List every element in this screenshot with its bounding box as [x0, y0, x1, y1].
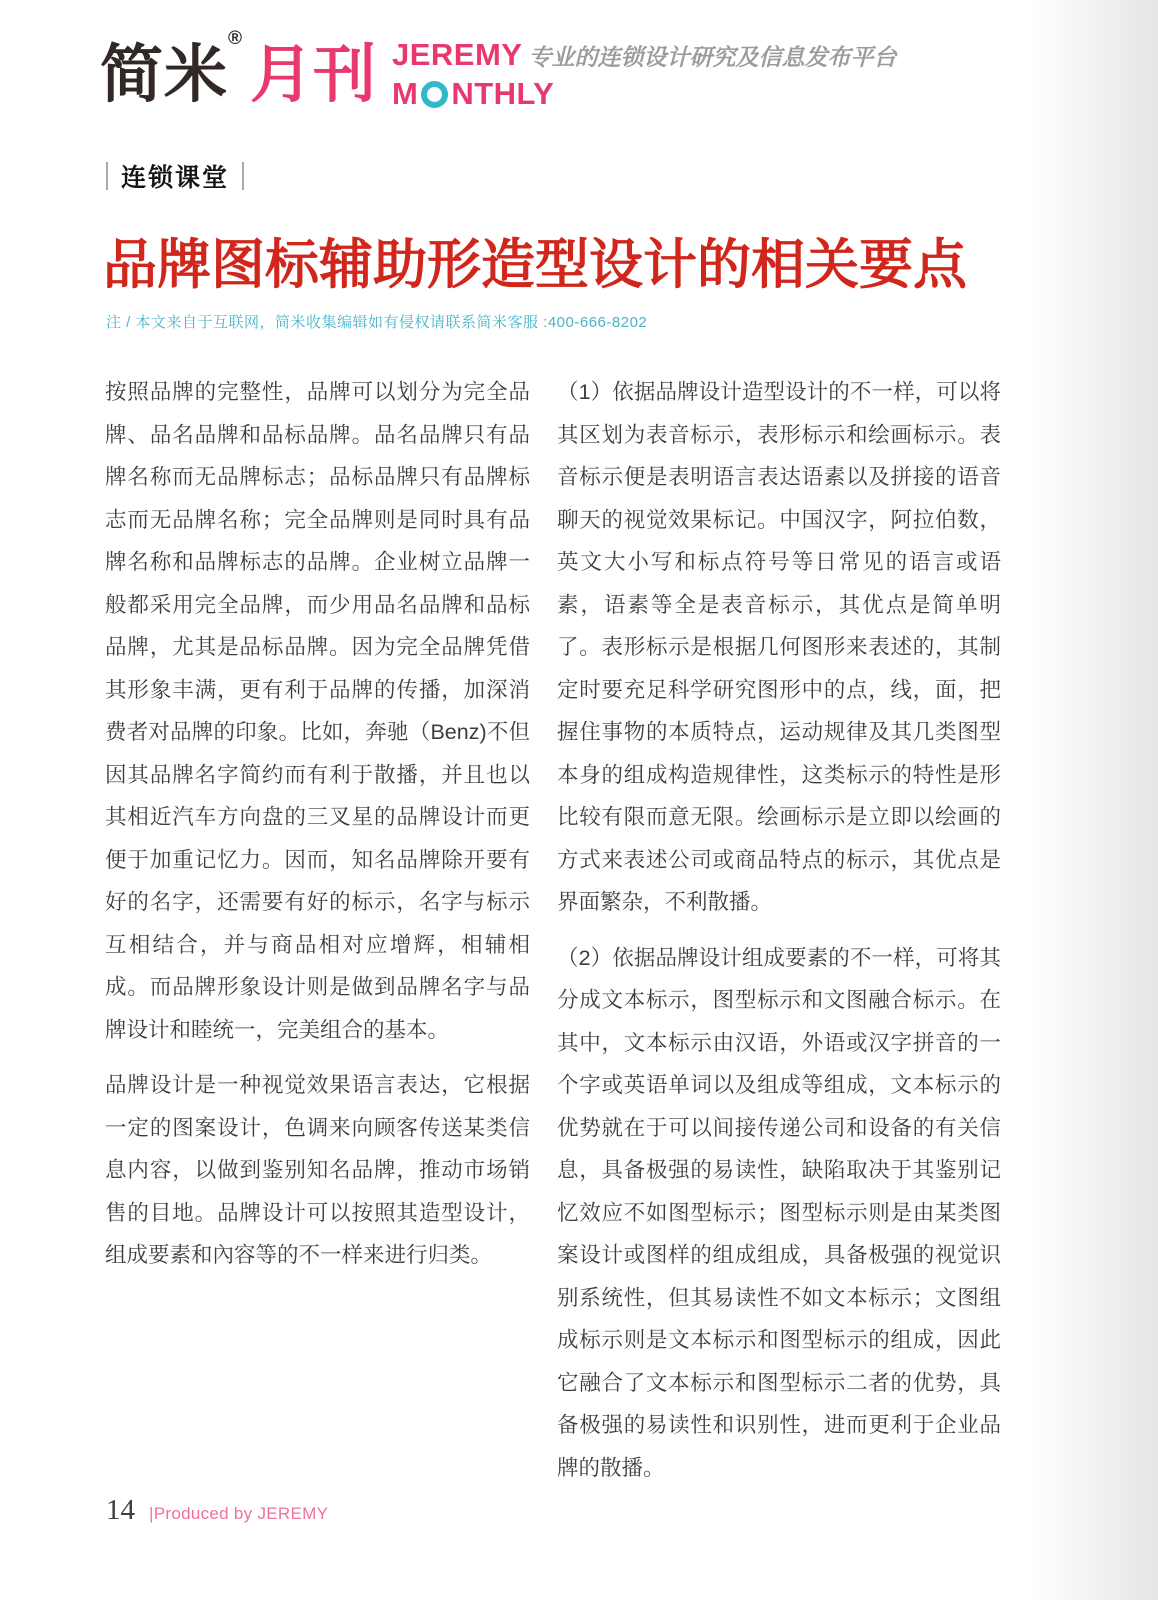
- source-note: 注 / 本文来自于互联网，简米收集编辑如有侵权请联系简米客服 :400-666-8202: [106, 314, 648, 331]
- paragraph: 品牌设计是一种视觉效果语言表达，它根据一定的图案设计，色调来向顾客传送某类信息内容，以做到鉴别知名品牌，推动市场销售的目地。品牌设计可以按照其造型设计，组成要素和內容等的不一样来进行归类。: [105, 1073, 530, 1267]
- page-number: 14: [106, 1494, 135, 1526]
- monthly-m: M: [392, 76, 419, 111]
- tag-bar-left: [106, 162, 108, 190]
- brand-english-block: [392, 24, 896, 112]
- paragraph: （1）依据品牌设计造型设计的不一样，可以将其区划为表音标示，表形标示和绘画标示。表音标示便是表明语言表达语素以及拼接的语音聊天的视觉效果标记。中国汉字，阿拉伯数，英文大小写和标点符号等日常见的语言或语素，语素等全是表音标示，其优点是简单明了。表形标示是根据几何图形来表述的，其制定时要充足科学研究图形中的点，线，面，把握住事物的本质特点，运动规律及其几类图型本身的组成构造规律性，这类标示的特性是形比较有限而意无限。绘画标示是立即以绘画的方式来表述公司或商品特点的标示，其优点是界面繁杂，不利散播。: [557, 380, 1001, 914]
- column-left: [105, 371, 530, 1502]
- registered-trademark-icon: ®: [228, 28, 242, 49]
- logo-yuekan-text: 月刊: [250, 40, 376, 110]
- section-tag-label: 连锁课堂: [121, 164, 230, 192]
- monthly-nthly: NTHLY: [451, 76, 555, 111]
- paragraph: 按照品牌的完整性，品牌可以划分为完全品牌、品名品牌和品标品牌。品名品牌只有品牌名称而无品牌标志；品标品牌只有品牌标志而无品牌名称；完全品牌则是同时具有品牌名称和品牌标志的品牌。企业树立品牌一般都采用完全品牌，而少用品名品牌和品标品牌，尤其是品标品牌。因为完全品牌凭借其形象丰满，更有利于品牌的传播，加深消费者对品牌的印象。比如，奔驰（Benz)不但因其品牌名字简约而有利于散播，并且也以其相近汽车方向盘的三叉星的品牌设计而更便于加重记忆力。因而，知名品牌除开要有好的名字，还需要有好的标示，名字与标示互相结合，并与商品相对应增辉，相辅相成。而品牌形象设计则是做到品牌名字与品牌设计和睦统一，完美组合的基本。: [105, 380, 530, 1042]
- masthead: [100, 24, 896, 115]
- monthly-o-ring-icon: [421, 81, 448, 108]
- brand-line-monthly: [392, 76, 896, 112]
- tag-bar-right: [242, 162, 244, 190]
- brand-tagline: 专业的连锁设计研究及信息发布平台: [528, 44, 897, 70]
- column-right: [557, 371, 1001, 1502]
- jianmi-yuekan-logo: [100, 24, 376, 115]
- section-tag: [106, 158, 244, 194]
- page-footer: [106, 1494, 328, 1527]
- producer-credit: |Produced by JEREMY: [149, 1504, 329, 1523]
- logo-jianmi-text: 简米: [100, 40, 228, 110]
- brand-name-jeremy: JEREMY: [392, 37, 523, 72]
- article-title: 品牌图标辅助形造型设计的相关要点: [103, 235, 967, 296]
- article-body: [105, 371, 1001, 1502]
- brand-line-jeremy: [392, 37, 896, 73]
- paragraph: （2）依据品牌设计组成要素的不一样，可将其分成文本标示，图型标示和文图融合标示。在其中，文本标示由汉语，外语或汉字拼音的一个字或英语单词以及组成等组成，文本标示的优势就在于可以间接传递公司和设备的有关信息，具备极强的易读性，缺陷取决于其鉴别记忆效应不如图型标示；图型标示则是由某类图案设计或图样的组成组成，具备极强的视觉识别系统性，但其易读性不如文本标示；文图组成标示则是文本标示和图型标示的组成，因此它融合了文本标示和图型标示二者的优势，具备极强的易读性和识别性，进而更利于企业品牌的散播。: [557, 945, 1001, 1480]
